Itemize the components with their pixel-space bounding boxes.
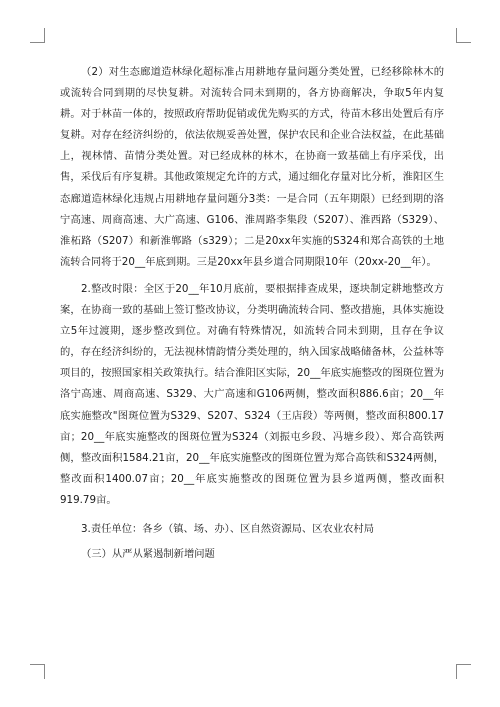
section-heading-curb-new-issues: （三）从严从紧遏制新增问题 [81,548,215,561]
crop-mark-bottom-right [456,664,471,679]
crop-mark-bottom-left [30,664,45,679]
paragraph-disposal-categories: （2）对生态廊道造林绿化超标准占用耕地存量问题分类处置，已经移除林木的或流转合同到期的尽快复耕。对流转合同未到期的，各方协商解决，争取5年内复耕。对于林苗一体的，按照政府帮助促销或优先购买的方式，待苗木移出处置后有序复耕。对存在经济纠纷的，依法依规妥善处置，保护农民和企业合法权益，在此基础上，视林情、苗情分类处置。对已经成林的林木，在协商一致基础上有序采伐，出售，采伐后有序复耕。其他政策规定允许的方式，通过细化存量对比分析，淮阳区生态廊道造林绿化违规占用耕地存量问题分3类：一是合同（五年期限）已经到期的洛宁高速、周商高速、大广高速、G106、淮周路李集段（S207）、淮西路（S329）、淮柘路（S207）和新淮郸路（s329）；二是20xx年实施的S324和郑合高铁的土地流转合同将于20__年底到期。三是20xx年县乡道合同期限10年（20xx-20__年）。 [60,66,444,268]
document-body [60,62,444,565]
paragraph-responsible-units: 3.责任单位：各乡（镇、场、办）、区自然资源局、区农业农村局 [81,522,374,535]
paragraph-rectification-deadline: 2.整改时限：全区于20__年10月底前，要根据排查成果，逐块制定耕地整改方案，在协商一致的基础上签订整改协议，分类明确流转合同、整改措施，具体实施设立5年过渡期，逐步整改到位。对确有特殊情况，如流转合同未到期，且存在争议的，存在经济纠纷的，无法视林情韵情分类处理的，纳入国家战略储备林，公益林等项目的，按照国家相关政策执行。结合淮阳区实际，20__年底实施整改的图斑位置为洛宁高速、周商高速、S329、大广高速和G106两侧，整改面积886.6亩；20__年底实施整改"图斑位置为S329、S207、S324（王店段）等两侧，整改面积800.17亩；20__年底实施整改的图斑位置为S324（刘振屯乡段、冯塘乡段）、郑合高铁两侧，整改面积1584.21亩，20__年底实施整改的图斑位置为郑合高铁和S324两侧，整改面积1400.07亩；20__年底实施整改的图斑位置为县乡道两侧，整改面积919.79亩。 [60,282,444,506]
crop-mark-top-right [456,28,471,43]
crop-mark-top-left [30,28,45,43]
